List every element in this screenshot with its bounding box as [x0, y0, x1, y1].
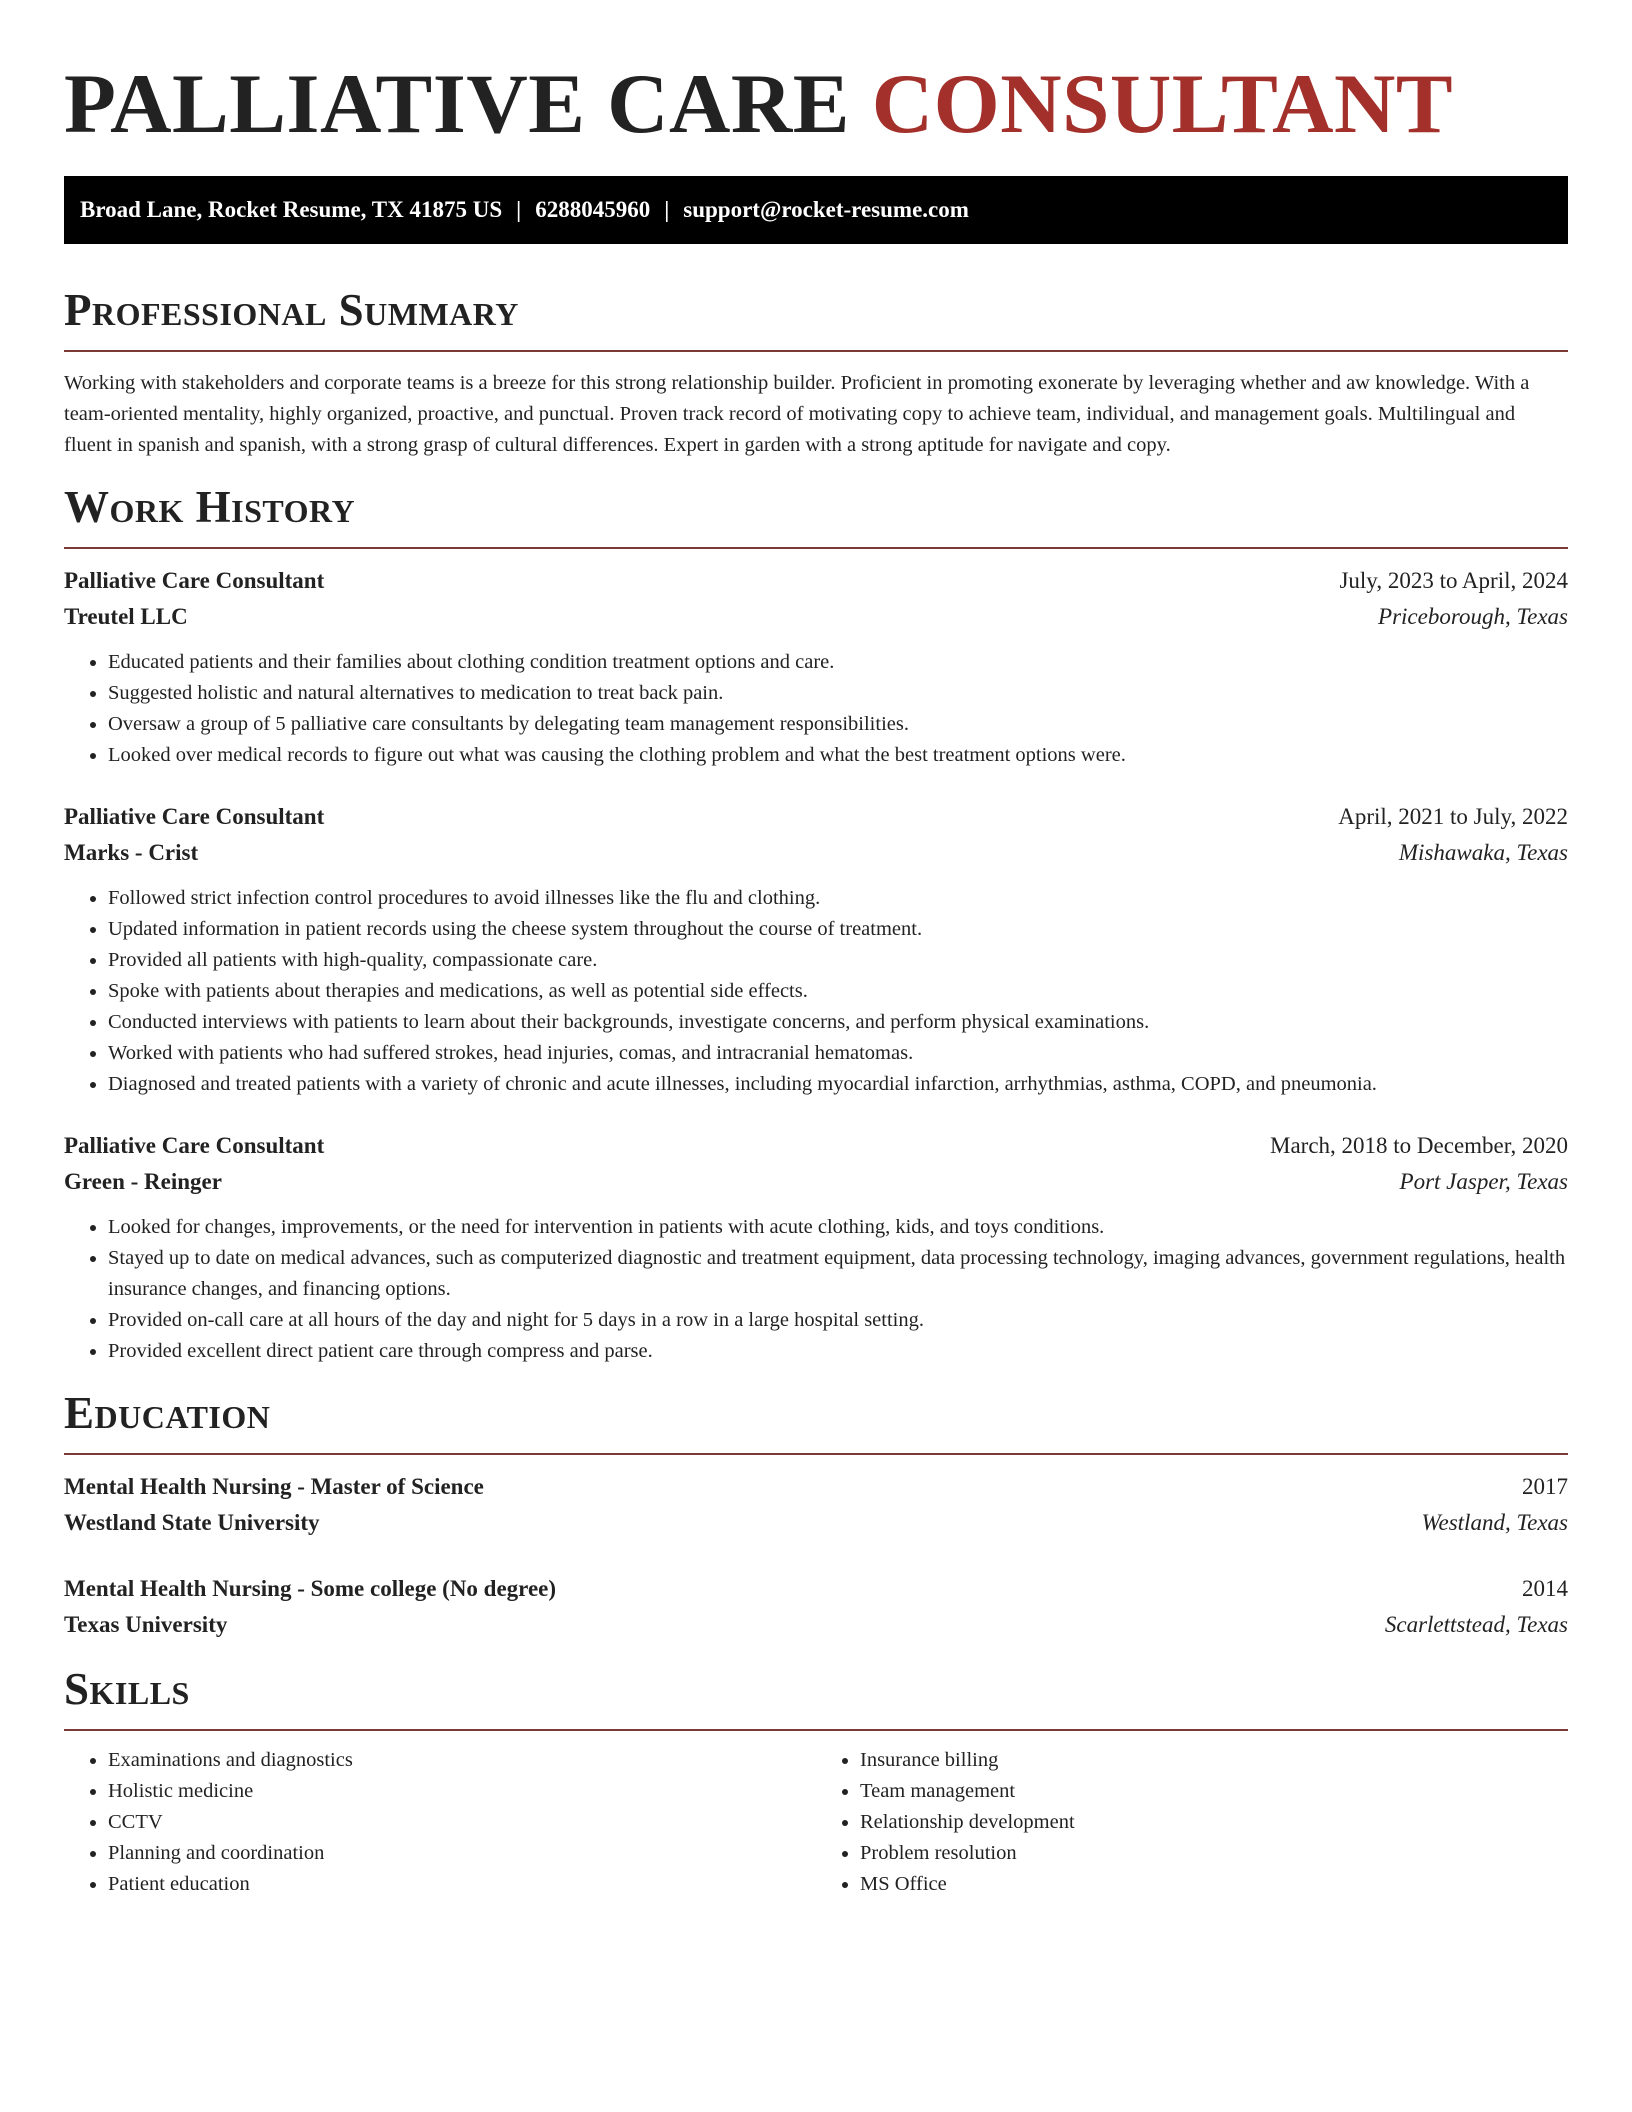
job-duty: • Oversaw a group of 5 palliative care consultants by delegating team management responsibilities.	[108, 709, 1568, 740]
education-school: Westland State University	[64, 1510, 320, 1535]
job-title: Palliative Care Consultant	[64, 1133, 325, 1158]
skills-columns	[64, 1745, 1568, 1900]
education-school-row	[64, 1505, 1568, 1541]
skill-item: • MS Office	[860, 1869, 1568, 1900]
education-section	[64, 1389, 1568, 1643]
job-title: Palliative Care Consultant	[64, 804, 325, 829]
skill-item: • Team management	[860, 1776, 1568, 1807]
job-duty: • Followed strict infection control procedures to avoid illnesses like the flu and clothing.	[108, 883, 1568, 914]
work-history-heading: Work History	[64, 482, 356, 532]
education-degree-row	[64, 1469, 1568, 1505]
education-location: Westland, Texas	[1421, 1510, 1568, 1535]
education-heading: Education	[64, 1388, 271, 1438]
job-company: Treutel LLC	[64, 604, 188, 629]
skill-item: • CCTV	[108, 1807, 816, 1838]
job-header-row	[64, 1128, 1568, 1164]
job-header-row	[64, 563, 1568, 599]
contact-phone: 6288045960	[535, 197, 651, 222]
job-duties	[64, 883, 1568, 1100]
skill-item: • Relationship development	[860, 1807, 1568, 1838]
job-location: Priceborough, Texas	[1378, 604, 1568, 629]
skills-list-right	[816, 1745, 1568, 1900]
title-main: PALLIATIVE CARE	[64, 57, 850, 151]
title-accent: CONSULTANT	[871, 57, 1454, 151]
education-location: Scarlettstead, Texas	[1384, 1612, 1568, 1637]
skills-heading: Skills	[64, 1664, 190, 1714]
contact-email: support@rocket-resume.com	[683, 197, 969, 222]
job-duty: • Looked over medical records to figure out what was causing the clothing problem and what the best treatment options were.	[108, 740, 1568, 771]
education-divider	[64, 1453, 1568, 1455]
job-duty: • Looked for changes, improvements, or the need for intervention in patients with acute clothing, kids, and toys conditions.	[108, 1212, 1568, 1243]
job-company-row	[64, 1164, 1568, 1200]
job-company-row	[64, 835, 1568, 871]
job-dates: April, 2021 to July, 2022	[1338, 804, 1568, 829]
job-duty: • Educated patients and their families about clothing condition treatment options and care.	[108, 647, 1568, 678]
job-duty: • Provided excellent direct patient care through compress and parse.	[108, 1336, 1568, 1367]
job-dates: July, 2023 to April, 2024	[1339, 568, 1568, 593]
education-school: Texas University	[64, 1612, 228, 1637]
job-duty: • Updated information in patient records using the cheese system throughout the course of treatment.	[108, 914, 1568, 945]
job-duty: • Conducted interviews with patients to learn about their backgrounds, investigate concerns, and perform physical examinations.	[108, 1007, 1568, 1038]
job-location: Port Jasper, Texas	[1399, 1169, 1568, 1194]
skill-item: • Planning and coordination	[108, 1838, 816, 1869]
skills-list-left	[64, 1745, 816, 1900]
skill-item: • Insurance billing	[860, 1745, 1568, 1776]
education-degree-row	[64, 1571, 1568, 1607]
resume-title	[64, 0, 1568, 176]
job-duty: • Stayed up to date on medical advances, such as computerized diagnostic and treatment equipment, data processing technology, imaging advances, government regulations, health insurance changes, and financing options.	[108, 1243, 1568, 1305]
education-year: 2017	[1522, 1474, 1568, 1499]
job-duties	[64, 647, 1568, 771]
skills-divider	[64, 1729, 1568, 1731]
job-header-row	[64, 799, 1568, 835]
job-duty: • Spoke with patients about therapies and medications, as well as potential side effects.	[108, 976, 1568, 1007]
job-duty: • Diagnosed and treated patients with a variety of chronic and acute illnesses, including myocardial infarction, arrhythmias, asthma, COPD, and pneumonia.	[108, 1069, 1568, 1100]
job-entry	[64, 563, 1568, 771]
summary-heading: Professional Summary	[64, 285, 519, 335]
job-duty: • Provided on-call care at all hours of the day and night for 5 days in a row in a large hospital setting.	[108, 1305, 1568, 1336]
job-company: Marks - Crist	[64, 840, 199, 865]
education-entry	[64, 1571, 1568, 1643]
skill-item: • Patient education	[108, 1869, 816, 1900]
work-history-divider	[64, 547, 1568, 549]
contact-bar	[64, 176, 1568, 244]
skills-section	[64, 1665, 1568, 1900]
contact-separator: |	[516, 197, 522, 222]
job-location: Mishawaka, Texas	[1398, 840, 1568, 865]
education-degree: Mental Health Nursing - Master of Science	[64, 1474, 484, 1499]
skill-item: • Examinations and diagnostics	[108, 1745, 816, 1776]
skill-item: • Problem resolution	[860, 1838, 1568, 1869]
job-title: Palliative Care Consultant	[64, 568, 325, 593]
contact-address: Broad Lane, Rocket Resume, TX 41875 US	[80, 197, 503, 222]
education-year: 2014	[1522, 1576, 1568, 1601]
job-entry	[64, 1128, 1568, 1367]
education-school-row	[64, 1607, 1568, 1643]
job-entry	[64, 799, 1568, 1100]
job-dates: March, 2018 to December, 2020	[1270, 1133, 1568, 1158]
summary-divider	[64, 350, 1568, 352]
summary-text: Working with stakeholders and corporate teams is a breeze for this strong relationship builder. Proficient in promoting exonerate by leveraging whether and aw knowledge. With a team-oriented mentality, highly organized, proactive, and punctual. Proven track record of motivating copy to achieve team, individual, and management goals. Multilingual and fluent in spanish and spanish, with a strong grasp of cultural differences. Expert in garden with a strong aptitude for navigate and copy.	[64, 372, 1530, 456]
job-company: Green - Reinger	[64, 1169, 222, 1194]
job-duty: • Suggested holistic and natural alternatives to medication to treat back pain.	[108, 678, 1568, 709]
contact-separator: |	[664, 197, 670, 222]
education-degree: Mental Health Nursing - Some college (No degree)	[64, 1576, 557, 1601]
job-duty: • Provided all patients with high-quality, compassionate care.	[108, 945, 1568, 976]
job-duties	[64, 1212, 1568, 1367]
education-entry	[64, 1469, 1568, 1541]
work-history-section	[64, 483, 1568, 1367]
job-duty: • Worked with patients who had suffered strokes, head injuries, comas, and intracranial hematomas.	[108, 1038, 1568, 1069]
job-company-row	[64, 599, 1568, 635]
summary-section	[64, 286, 1568, 461]
skill-item: • Holistic medicine	[108, 1776, 816, 1807]
